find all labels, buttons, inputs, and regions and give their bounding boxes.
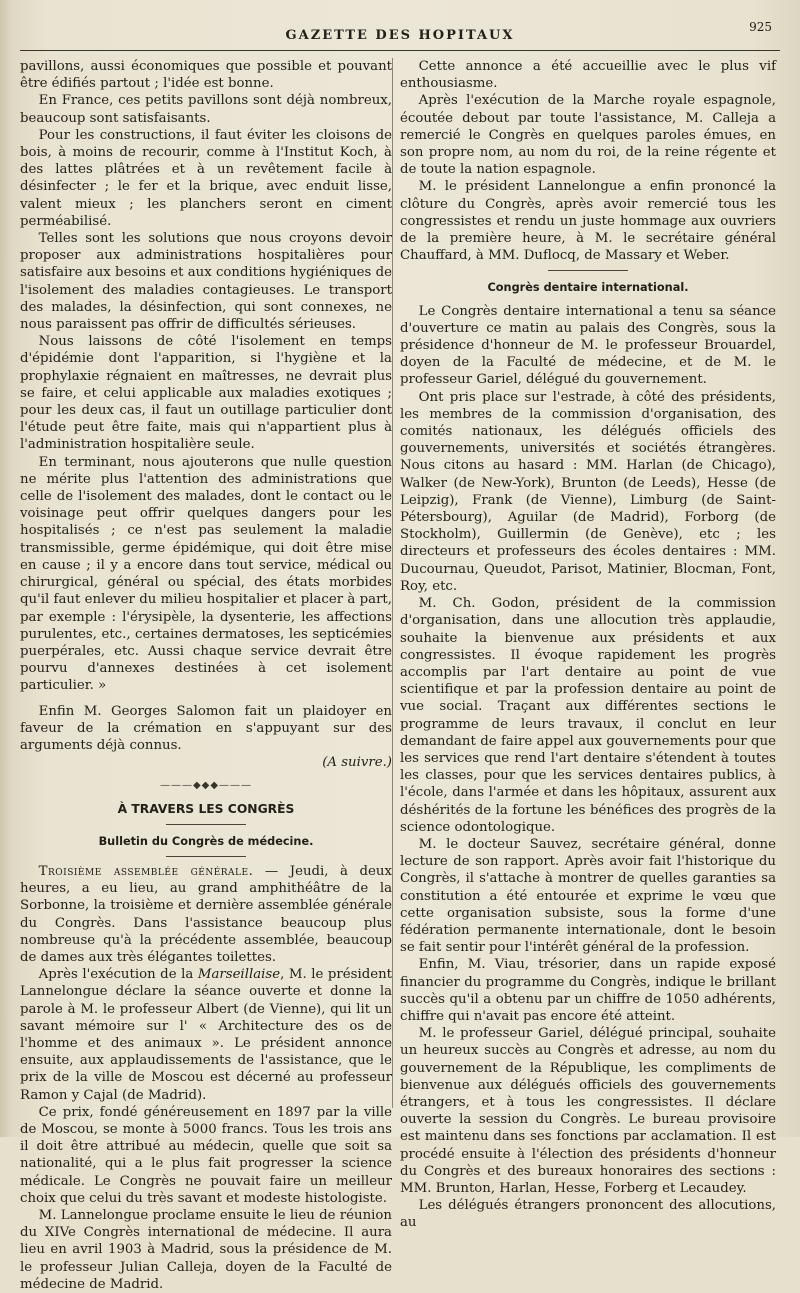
- section-title: À TRAVERS LES CONGRÈS: [117, 801, 295, 816]
- paragraph: Troisième assemblée générale. — Jeudi, à deux heures, a eu lieu, au grand amphithéâtre de la Sorbonne, la troisième et dernière assemblée générale du Congrès. Dans l'assistance beaucoup plus nombreuse qu'à la précédente assemblée, beaucoup de dames aux très élégantes toilettes.: [20, 863, 392, 965]
- paragraph: pavillons, aussi économiques que possible et pouvant être édifiés partout ; l'idée est bonne.: [20, 59, 392, 92]
- to-be-continued: (A suivre.): [322, 755, 392, 771]
- paragraph: Enfin M. Georges Salomon fait un plaidoyer en faveur de la crémation en s'appuyant sur des arguments déjà connus.: [20, 703, 392, 753]
- paragraph: Pour les constructions, il faut éviter les cloisons de bois, à moins de recourir, comme à l'Institut Koch, à des lattes plâtrées et à un revêtement facile à désinfecter ; le fer et la brique, avec enduit lisse, valent mieux ; les planchers seront en ciment perméabilisé.: [20, 127, 392, 229]
- journal-title: GAZETTE DES HOPITAUX: [285, 28, 515, 43]
- page-spine-shadow: [0, 0, 14, 1137]
- paragraph: Nous laissons de côté l'isolement en temps d'épidémie dont l'apparition, si l'hygiène et la prophylaxie régnaient en maîtresses, ne devrait plus se faire, et celui applicable aux maladies exotiques ; pour les deux cas, il faut un outillage particulier dont l'étude peut être faite, mais qui n'appartient plus à l'administration hospitalière seule.: [20, 334, 392, 453]
- short-rule: [166, 824, 246, 825]
- paragraph: Enfin, M. Viau, trésorier, dans un rapide exposé financier du programme du Congrès, indique le brillant succès qu'il a obtenu par un chiffre de 1050 adhérents, chiffre qui n'avait pas encore été atteint.: [400, 957, 776, 1024]
- header-rule: [20, 50, 780, 51]
- page-number: 925: [749, 20, 772, 34]
- paragraph-lead: Troisième assemblée générale.: [38, 863, 254, 879]
- paragraph: Le Congrès dentaire international a tenu sa séance d'ouverture ce matin au palais des Congrès, sous la présidence d'honneur de M. le professeur Brouardel, doyen de la Faculté de médecine, et de M. le professeur Gariel, délégué du gouvernement.: [400, 303, 776, 388]
- paragraph: M. Lannelongue proclame ensuite le lieu de réunion du XIVe Congrès international de médecine. Il aura lieu en avril 1903 à Madrid, sous la présidence de M. le professeur Julian Calleja, doyen de la Faculté de médecine de Madrid.: [20, 1208, 392, 1292]
- paragraph: Après l'exécution de la Marche royale espagnole, écoutée debout par toute l'assistance, M. Calleja a remercié le Congrès en quelques paroles émues, en son propre nom, au nom du roi, de la reine régente et de toute la nation espagnole.: [400, 93, 776, 178]
- column-divider: [392, 58, 393, 1108]
- paragraph: M. le professeur Gariel, délégué principal, souhaite un heureux succès au Congrès et adresse, au nom du gouvernement de la République, les compliments de bienvenue aux délégués officiels des gouvernements étrangers, et à tous les congressistes. Il déclare ouverte la session du Congrès. Le bureau provisoire est maintenu dans ses fonctions par acclamation. Il est procédé ensuite à l'élection des présidents d'honneur du Congrès et des bureaux honoraires des sections : MM. Brunton, Harlan, Hesse, Forberg et Lecaudey.: [400, 1026, 776, 1196]
- paragraph: M. Ch. Godon, président de la commission d'organisation, dans une allocution très applaudie, souhaite la bienvenue aux présidents et aux congressistes. Il évoque rapidement les progrès accomplis par l'art dentaire au point de vue scientifique et par la profession dentaire au point de vue social. Traçant aux différentes sections le programme de leurs travaux, il conclut en leur demandant de faire appel aux gouvernements pour que les services que rend l'art dentaire s'étendent à toutes les classes, pour que les services dentaires publics, à l'école, dans l'armée et dans les hôpitaux, assurent aux déshérités de la fortune les bénéfices des progrès de la science odontologique.: [400, 596, 776, 835]
- paragraph: Ont pris place sur l'estrade, à côté des présidents, les membres de la commission d'organisation, des comités nationaux, les délégués officiels des gouvernements, universités et sociétés étrangères. Nous citons au hasard : MM. Harlan (de Chicago), Walker (de New-York), Brunton (de Leeds), Hesse (de Leipzig), Frank (de Vienne), Limburg (de Saint-Pétersbourg), Aguilar (de Madrid), Forborg (de Stockholm), Guillermin (de Genève), etc ; les directeurs et professeurs des écoles dentaires : MM. Ducournau, Queudot, Parisot, Matinier, Blocman, Font, Roy, etc.: [400, 389, 776, 594]
- paragraph: M. le docteur Sauvez, secrétaire général, donne lecture de son rapport. Après avoir fait l'historique du Congrès, il s'attache à montrer de quelles garanties sa constitution a été entourée et exprime le vœu que cette organisation subsiste, sous la forme d'une fédération permanente internationale, dont le besoin se fait sentir pour l'intérêt général de la profession.: [400, 836, 776, 956]
- subsection-title: Bulletin du Congrès de médecine.: [98, 834, 314, 848]
- paragraph: Cette annonce a été accueillie avec le plus vif enthousiasme.: [400, 59, 776, 92]
- paragraph: Ce prix, fondé généreusement en 1897 par la ville de Moscou, se monte à 5000 francs. Tous les trois ans il doit être attribué au médecin, quelle que soit sa nationalité, qui a le plus fait progresser la science médicale. Le Congrès ne pouvait faire un meilleur choix que celui du très savant et modeste histologiste.: [20, 1104, 392, 1206]
- paragraph: Après l'exécution de la Marseillaise, M. le président Lannelongue déclare la séance ouverte et donne la parole à M. le professeur Albert (de Vienne), qui lit un savant mémoire sur l' « Architecture des os de l'homme et des animaux ». Le président annonce ensuite, aux applaudissements de l'assistance, que le prix de la ville de Moscou est décerné au professeur Ramon y Cajal (de Madrid).: [20, 967, 393, 1103]
- page-header: [20, 18, 780, 48]
- paragraph: En terminant, nous ajouterons que nulle question ne mérite plus l'attention des administrations que celle de l'isolement des malades, dont le contact ou le voisinage peut offrir quelques dangers pour les hospitalisés ; ce n'est pas seulement la maladie transmissible, germe épidémique, qui doit être mise en cause ; il y a encore dans tout service, médical ou chirurgical, général ou spécial, des états morbides qu'il faut enlever du milieu hospitalier et placer à part, par exemple : l'érysipèle, la dysenterie, les affections purulentes, etc., certaines dermatoses, les septicémies puerpérales, etc. Aussi chaque service devrait être pourvu d'annexes destinées à cet isolement particulier. »: [20, 454, 392, 694]
- paragraph: Les délégués étrangers prononcent des allocutions, au: [400, 1198, 776, 1231]
- paragraph: En France, ces petits pavillons sont déjà nombreux, beaucoup sont satisfaisants.: [20, 93, 392, 126]
- short-rule: [166, 856, 246, 857]
- right-column: [400, 58, 776, 1232]
- short-rule: [548, 270, 628, 271]
- paragraph: Telles sont les solutions que nous croyons devoir proposer aux administrations hospitalières pour satisfaire aux besoins et aux conditions hygiéniques de l'isolement des maladies contagieuses. Le transport des malades, la désinfection, qui sont connexes, ne nous paraissent pas offrir de difficultés sérieuses.: [20, 231, 392, 333]
- left-column: [20, 58, 392, 1293]
- subsection-title: Congrès dentaire international.: [487, 281, 689, 295]
- paragraph: M. le président Lannelongue a enfin prononcé la clôture du Congrès, après avoir remercié tous les congressistes et rendu un juste hommage aux ouvriers de la première heure, à M. le secrétaire général Chauffard, à MM. Duflocq, de Massary et Weber.: [400, 179, 776, 264]
- ornament-rule: ———◆◆◆———: [159, 780, 253, 792]
